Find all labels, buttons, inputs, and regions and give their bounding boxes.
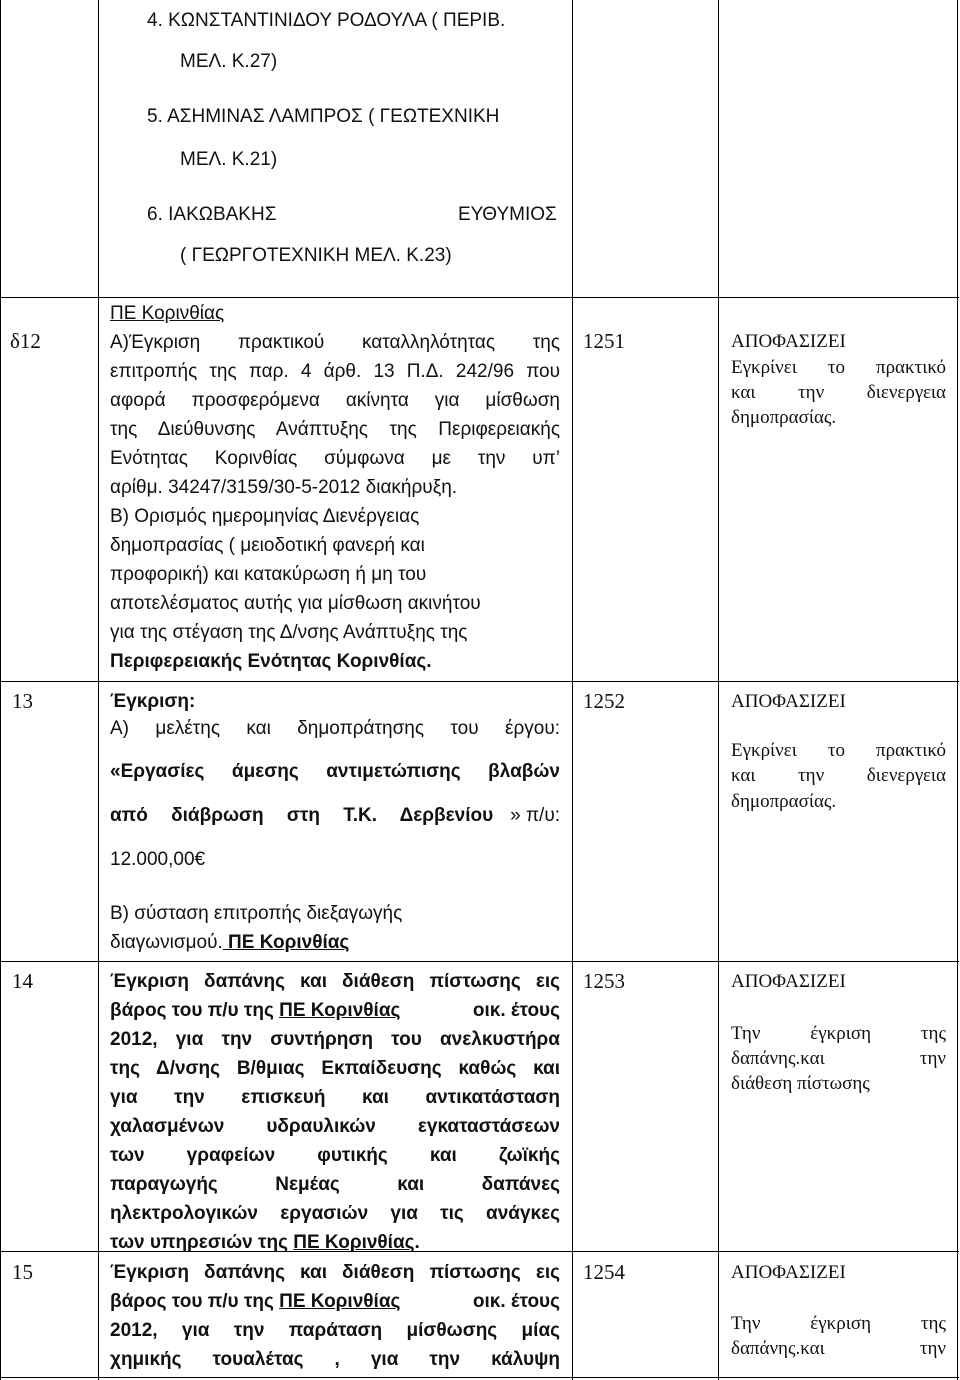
carryover-line: ΕΥΘΥΜΙΟΣ [458, 204, 557, 225]
item-text-line: 2012, για την συντήρηση του ανελκυστήρα [110, 1029, 560, 1050]
item-number: 13 [12, 689, 33, 713]
item-text-line: ηλεκτρολογικών εργασιών για τις ανάγκες [110, 1203, 560, 1224]
item-heading: Έγκριση: [110, 691, 196, 712]
border-col2 [572, 0, 573, 1380]
decision-line: διάθεση πίστωσης [731, 1073, 870, 1094]
decision-number: 1253 [583, 969, 625, 993]
item-number: 14 [12, 969, 33, 993]
item-text-line: Β) σύσταση επιτροπής διεξαγωγής [110, 903, 403, 924]
item-text-line: αποτελέσματος αυτής για μίσθωση ακινήτου [110, 593, 481, 614]
border-right [957, 0, 958, 1380]
item-text-line: παραγωγής Νεμέας και δαπάνες [110, 1174, 560, 1195]
row-border-d12 [0, 297, 959, 298]
text-segment: . [414, 1232, 420, 1253]
item-text-line: δημοπρασίας ( μειοδοτική φανερή και [110, 535, 425, 556]
item-text-line: Α)Έγκριση πρακτικού καταλληλότητας της [110, 332, 560, 353]
decision-head: ΑΠΟΦΑΣΙΖΕΙ [731, 691, 846, 712]
border-col1 [98, 0, 99, 1380]
item-text-line: χημικής τουαλέτας , για την κάλυψη [110, 1349, 560, 1370]
budget-label: » π/υ: [510, 805, 560, 826]
item-text-line: Β) Ορισμός ημερομηνίας Διενέργειας [110, 506, 420, 527]
item-number: 15 [12, 1260, 33, 1284]
item-text-line: για της στέγαση της Δ/νσης Ανάπτυξης της [110, 622, 468, 643]
item-text-line: των γραφείων φυτικής και ζωϊκής [110, 1145, 560, 1166]
border-left [0, 0, 1, 1380]
text-segment: βάρος του π/υ της ΠΕ Κορινθίας [110, 1000, 401, 1021]
decision-number: 1254 [583, 1260, 625, 1284]
region-link-text: ΠΕ Κορινθίας [279, 1000, 401, 1021]
decision-line: Την έγκριση της [731, 1313, 946, 1334]
decision-line: Εγκρίνει το πρακτικό [731, 357, 946, 378]
carryover-line: 5. ΑΣΗΜΙΝΑΣ ΛΑΜΠΡΟΣ ( ΓΕΩΤΕΧΝΙΚΗ [147, 106, 500, 127]
item-text-line: Περιφερειακής Ενότητας Κορινθίας. [110, 651, 432, 672]
item-number: δ12 [10, 329, 41, 353]
item-text-line: Έγκριση δαπάνης και διάθεση πίστωσης εις [110, 1262, 560, 1283]
item-text-line [110, 1228, 420, 1257]
text-segment: των υπηρεσιών της [110, 1232, 294, 1253]
carryover-line: 6. ΙΑΚΩΒΑΚΗΣ [147, 204, 277, 225]
text-segment: οικ. έτους [472, 1000, 560, 1021]
decision-line: δαπάνης.και την [731, 1338, 946, 1359]
decision-head: ΑΠΟΦΑΣΙΖΕΙ [731, 1262, 846, 1283]
decision-line: και την διενεργεια [731, 382, 946, 403]
decision-line: Εγκρίνει το πρακτικό [731, 740, 946, 761]
decision-number: 1252 [583, 689, 625, 713]
carryover-line: 4. ΚΩΝΣΤΑΝΤΙΝΙΔΟΥ ΡΟΔΟΥΛΑ ( ΠΕΡΙΒ. [147, 10, 506, 31]
decision-line: δημοπρασίας. [731, 791, 837, 812]
item-text-line: αφορά προσφερόμενα ακίνητα για μίσθωση [110, 390, 560, 411]
row-border-13 [0, 681, 959, 682]
item-text-line [110, 996, 560, 1025]
item-text-line [110, 801, 560, 830]
decision-line: Την έγκριση της [731, 1023, 946, 1044]
row-border-bottom [0, 1377, 959, 1378]
item-text-line: επιτροπής της παρ. 4 άρθ. 13 Π.Δ. 242/96 που [110, 361, 560, 382]
item-text-line: χαλασμένων υδραυλικών εγκαταστάσεων [110, 1116, 560, 1137]
item-text-line: Ενότητας Κορινθίας σύμφωνα με την υπ’ [110, 448, 560, 469]
carryover-line: ΜΕΛ. Κ.21) [180, 149, 278, 170]
item-text-line [110, 928, 349, 957]
item-text-line: αρίθμ. 34247/3159/30-5-2012 διακήρυξη. [110, 477, 458, 498]
item-text-line [110, 1287, 560, 1316]
item-text-line: της Διεύθυνσης Ανάπτυξης της Περιφερειακής [110, 419, 560, 440]
region-link-text: ΠΕ Κορινθίας [222, 932, 350, 953]
region-link-text: ΠΕ Κορινθίας [279, 1291, 401, 1312]
item-text-line: Α) μελέτης και δημοπράτησης του έργου: [110, 718, 560, 739]
carryover-line: ΜΕΛ. Κ.27) [180, 51, 278, 72]
row-border-14 [0, 961, 959, 962]
decision-head: ΑΠΟΦΑΣΙΖΕΙ [731, 331, 846, 352]
decision-line: και την διενεργεια [731, 765, 946, 786]
item-heading: ΠΕ Κορινθίας [110, 303, 225, 324]
item-text-line: 2012, για την παράταση μίσθωσης μίας [110, 1320, 560, 1341]
decision-line: δημοπρασίας. [731, 407, 837, 428]
decision-line: δαπάνης.και την [731, 1048, 946, 1069]
amount: 12.000,00€ [110, 849, 206, 870]
border-col3 [718, 0, 719, 1380]
text-segment: οικ. έτους [472, 1291, 560, 1312]
decision-head: ΑΠΟΦΑΣΙΖΕΙ [731, 971, 846, 992]
decision-number: 1251 [583, 329, 625, 353]
item-text-line: για την επισκευή και αντικατάσταση [110, 1087, 560, 1108]
item-text-line: της Δ/νσης Β/θμιας Εκπαίδευσης καθώς και [110, 1058, 560, 1079]
carryover-line: ( ΓΕΩΡΓΟΤΕΧΝΙΚΗ ΜΕΛ. Κ.23) [180, 245, 452, 266]
item-text-line: «Εργασίες άμεσης αντιμετώπισης βλαβών [110, 761, 560, 782]
project-location: από διάβρωση στη Τ.Κ. Δερβενίου [110, 805, 494, 826]
item-text-line: Έγκριση δαπάνης και διάθεση πίστωσης εις [110, 971, 560, 992]
region-link-text: ΠΕ Κορινθίας [293, 1232, 415, 1253]
item-text-line: προφορική) και κατακύρωση ή μη του [110, 564, 427, 585]
text-segment: βάρος του π/υ της ΠΕ Κορινθίας [110, 1291, 401, 1312]
text-segment: διαγωνισμού. [110, 932, 223, 953]
